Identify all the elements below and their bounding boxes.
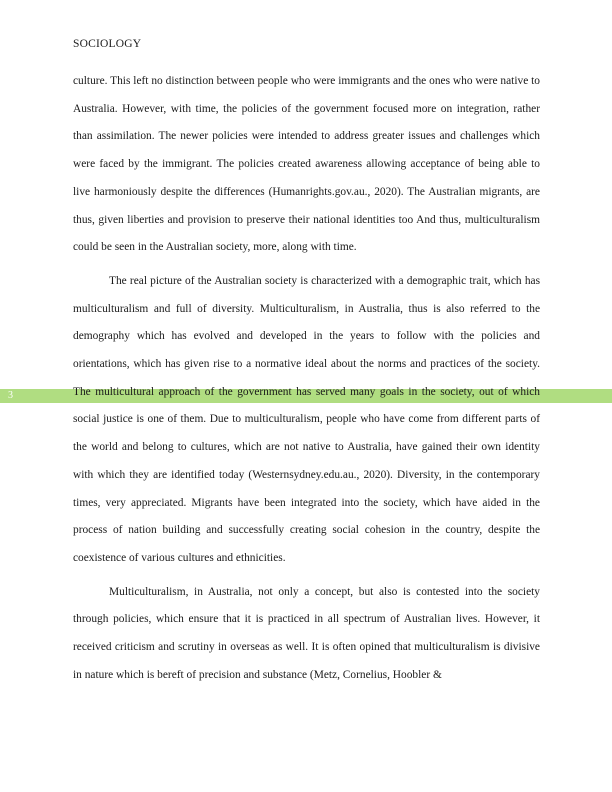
paragraph: Multiculturalism, in Australia, not only a concept, but also is contested into the society through policies, which ensure that it is practiced in all spectrum of Australian lives. However, it received criticism and scrutiny in overseas as well. It is often opined that multiculturalism is divisive in nature which is bereft of precision and substance (Metz, Cornelius, Hoobler & [73,585,540,681]
paragraph: The real picture of the Australian society is characterized with a demographic trait, which has multiculturalism and full of diversity. Multiculturalism, in Australia, thus is also referred to the demography which has evolved and developed in the years to follow with the policies and orientations, which has given rise to a normative ideal about the norms and practices of the society. The multicultural approach of the government has served many goals in the society, out of which social justice is one of them. Due to multiculturalism, people who have come from different parts of the world and belong to cultures, which are not native to Australia, have gained their own identity with which they are identified today (Westernsydney.edu.au., 2020). Diversity, in the contemporary times, very appreciated. Migrants have been integrated into the society, which have aided in the process of nation building and successfully creating social cohesion in the country, despite the coexistence of various cultures and ethnicities. [73,274,540,564]
running-head: SOCIOLOGY [73,38,142,50]
page-number: 3 [8,390,13,401]
paragraph: culture. This left no distinction between people who were immigrants and the ones who were native to Australia. However, with time, the policies of the government focused more on integration, rather than assimilation. The newer policies were intended to address greater issues and challenges which were faced by the immigrant. The policies created awareness allowing acceptance of being able to live harmoniously despite the differences (Humanrights.gov.au., 2020). The Australian migrants, are thus, given liberties and provision to preserve their national identities too And thus, multiculturalism could be seen in the Australian society, more, along with time. [73,75,540,254]
body-text [73,68,540,695]
